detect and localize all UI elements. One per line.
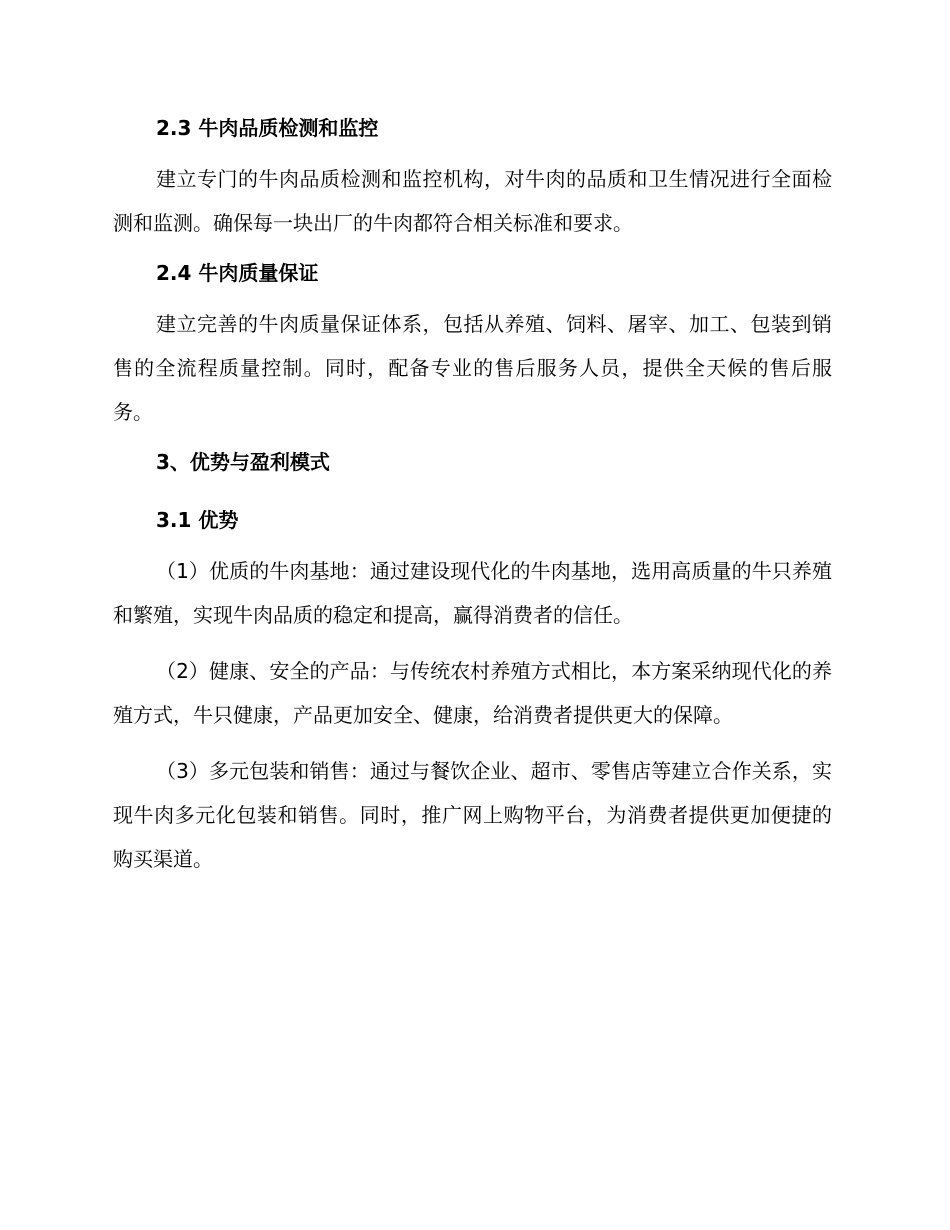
section-heading-2-3: 2.3 牛肉品质检测和监控 [156, 116, 379, 140]
spacer [113, 737, 832, 749]
spacer [113, 536, 832, 549]
section-heading-3-1: 3.1 优势 [156, 508, 239, 532]
paragraph-2-3: 建立专门的牛肉品质检测和监控机构，对牛肉的品质和卫生情况进行全面检测和监测。确保每一块出厂的牛肉都符合相关标准和要求。 [113, 167, 832, 235]
spacer [113, 289, 832, 302]
paragraph-3-1-2: （2）健康、安全的产品：与传统农村养殖方式相比，本方案采纳现代化的养殖方式，牛只健康，产品更加安全、健康，给消费者提供更大的保障。 [113, 659, 832, 727]
spacer [113, 434, 832, 446]
spacer [113, 637, 832, 649]
spacer [113, 144, 832, 157]
section-heading-3: 3、优势与盈利模式 [156, 450, 330, 474]
spacer [113, 478, 832, 504]
spacer [113, 245, 832, 257]
paragraph-3-1-3: （3）多元包装和销售：通过与餐饮企业、超市、零售店等建立合作关系，实现牛肉多元化包装和销售。同时，推广网上购物平台，为消费者提供更加便捷的购买渠道。 [113, 759, 832, 871]
paragraph-3-1-1: （1）优质的牛肉基地：通过建设现代化的牛肉基地，选用高质量的牛只养殖和繁殖，实现牛肉品质的稳定和提高，赢得消费者的信任。 [113, 559, 832, 627]
section-heading-2-4: 2.4 牛肉质量保证 [156, 261, 319, 285]
paragraph-2-4: 建立完善的牛肉质量保证体系，包括从养殖、饲料、屠宰、加工、包装到销售的全流程质量控制。同时，配备专业的售后服务人员，提供全天候的售后服务。 [113, 312, 832, 424]
